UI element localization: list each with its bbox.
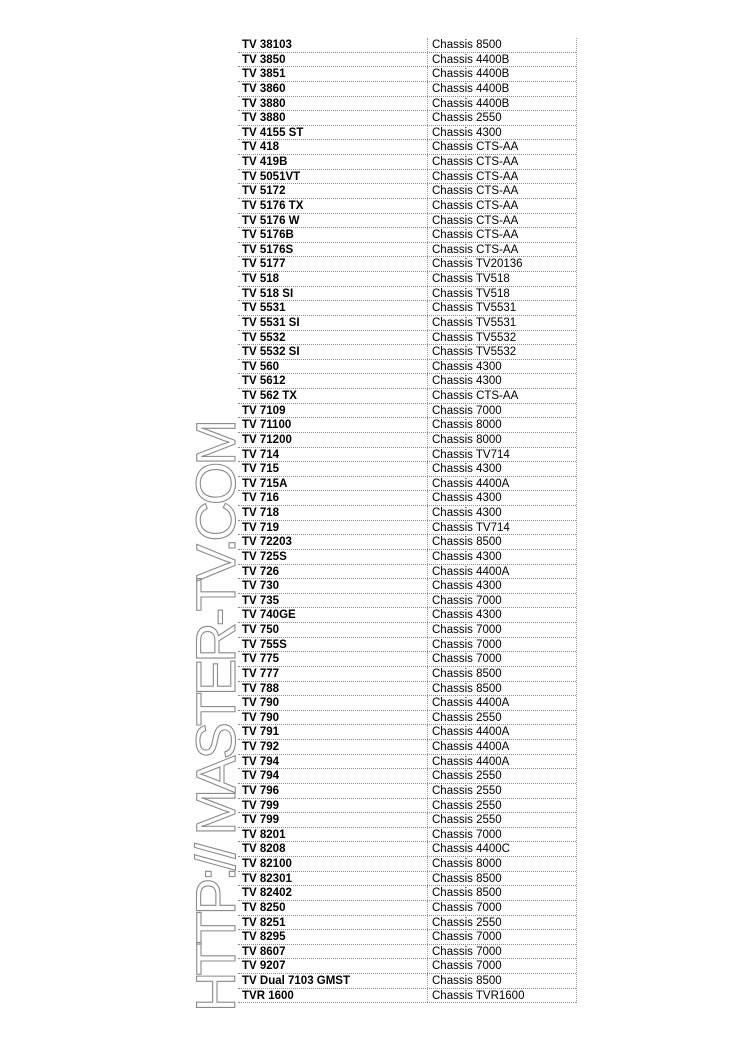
- table-row: [238, 901, 576, 916]
- model-cell: TV 5176S: [238, 243, 428, 257]
- model-cell: TV 716: [238, 491, 428, 505]
- chassis-cell: Chassis 4300: [432, 463, 502, 476]
- model-cell: TV 4155 ST: [238, 126, 428, 140]
- table-row: [238, 725, 576, 740]
- chassis-cell: Chassis CTS-AA: [432, 229, 519, 242]
- watermark-text: HTTP:// MASTER-TV.COM: [184, 422, 247, 1012]
- chassis-cell: Chassis 7000: [432, 404, 502, 417]
- model-cell: TV 740GE: [238, 608, 428, 622]
- table-row: [238, 550, 576, 565]
- table-row: [238, 579, 576, 594]
- chassis-cell: Chassis 2550: [432, 711, 502, 724]
- model-cell: TV 82301: [238, 872, 428, 886]
- chassis-cell: Chassis TVR1600: [432, 989, 525, 1002]
- table-row: [238, 916, 576, 931]
- table-row: [238, 389, 576, 404]
- model-cell: TV 726: [238, 565, 428, 579]
- model-cell: TV 3880: [238, 97, 428, 111]
- chassis-cell: Chassis 4400A: [432, 565, 510, 578]
- chassis-cell: Chassis 2550: [432, 916, 502, 929]
- table-row: [238, 462, 576, 477]
- model-cell: TV 799: [238, 813, 428, 827]
- table-row: [238, 374, 576, 389]
- table-row: [238, 360, 576, 375]
- table-row: [238, 184, 576, 199]
- table-row: [238, 828, 576, 843]
- chassis-cell: Chassis 4300: [432, 507, 502, 519]
- chassis-cell: Chassis 4400A: [432, 755, 510, 768]
- model-cell: TV 794: [238, 769, 428, 783]
- table-row: [238, 696, 576, 711]
- chassis-cell: Chassis 2550: [432, 770, 502, 783]
- table-row: [238, 989, 576, 1004]
- table-row: [238, 506, 576, 521]
- model-cell: TV 560: [238, 360, 428, 374]
- table-row: [238, 170, 576, 185]
- chassis-cell: Chassis 7000: [432, 638, 502, 651]
- chassis-cell: Chassis 8000: [432, 858, 502, 870]
- chassis-cell: Chassis 8500: [432, 975, 502, 987]
- model-cell: TV 71200: [238, 433, 428, 447]
- table-row: [238, 623, 576, 638]
- chassis-cell: Chassis 4300: [432, 609, 502, 622]
- chassis-cell: Chassis 4300: [432, 360, 502, 373]
- table-row: [238, 565, 576, 580]
- chassis-cell: Chassis 4400B: [432, 82, 510, 95]
- chassis-cell: Chassis 8500: [432, 887, 502, 900]
- chassis-cell: Chassis TV518: [432, 273, 510, 285]
- model-cell: TV 5051VT: [238, 170, 428, 184]
- table-row: [238, 769, 576, 784]
- model-cell: TV 5177: [238, 257, 428, 271]
- table-row: [238, 345, 576, 360]
- table-row: [238, 272, 576, 287]
- model-cell: TV 71100: [238, 418, 428, 432]
- chassis-cell: Chassis 7000: [432, 960, 502, 973]
- table-row: [238, 301, 576, 316]
- chassis-cell: Chassis 2550: [432, 784, 502, 797]
- chassis-cell: Chassis 7000: [432, 828, 502, 841]
- chassis-cell: Chassis 2550: [432, 799, 502, 812]
- chassis-cell: Chassis CTS-AA: [432, 141, 519, 154]
- table-row: [238, 111, 576, 126]
- table-row: [238, 682, 576, 697]
- chassis-cell: Chassis 4300: [432, 375, 502, 388]
- model-cell: TV 82402: [238, 886, 428, 900]
- table-row: [238, 667, 576, 682]
- chassis-cell: Chassis 8500: [432, 872, 502, 885]
- model-cell: TV 5176B: [238, 228, 428, 242]
- model-cell: TV 5172: [238, 184, 428, 198]
- chassis-cell: Chassis 4400A: [432, 477, 510, 490]
- model-cell: TV 72203: [238, 535, 428, 549]
- model-cell: TV 794: [238, 755, 428, 769]
- table-row: [238, 535, 576, 550]
- table-row: [238, 433, 576, 448]
- chassis-cell: Chassis 7000: [432, 931, 502, 944]
- chassis-cell: Chassis TV5531: [432, 302, 517, 315]
- chassis-cell: Chassis 4300: [432, 126, 502, 139]
- table-row: [238, 959, 576, 974]
- table-row: [238, 521, 576, 536]
- table-row: [238, 784, 576, 799]
- table-row: [238, 813, 576, 828]
- model-cell: TV 562 TX: [238, 389, 428, 403]
- table-row: [238, 82, 576, 97]
- model-cell: TV 796: [238, 784, 428, 798]
- chassis-cell: Chassis 4400A: [432, 726, 510, 739]
- table-row: [238, 140, 576, 155]
- model-cell: TV 725S: [238, 550, 428, 564]
- chassis-cell: Chassis 7000: [432, 594, 502, 607]
- table-row: [238, 638, 576, 653]
- chassis-cell: Chassis 8000: [432, 433, 502, 446]
- model-cell: TV 788: [238, 682, 428, 696]
- model-cell: TV 418: [238, 140, 428, 154]
- table-row: [238, 477, 576, 492]
- chassis-cell: Chassis TV5531: [432, 316, 517, 329]
- chassis-cell: Chassis TV5532: [432, 346, 517, 359]
- model-cell: TV 5532: [238, 331, 428, 345]
- table-row: [238, 974, 576, 989]
- chassis-cell: Chassis 4400C: [432, 843, 510, 856]
- table-row: [238, 404, 576, 419]
- table-row: [238, 126, 576, 141]
- model-cell: TV Dual 7103 GMST: [238, 974, 428, 988]
- table-row: [238, 67, 576, 82]
- table-row: [238, 228, 576, 243]
- table-row: [238, 53, 576, 68]
- chassis-cell: Chassis CTS-AA: [432, 185, 519, 198]
- chassis-cell: Chassis TV5532: [432, 331, 517, 344]
- model-cell: TV 777: [238, 667, 428, 681]
- chassis-cell: Chassis 4400B: [432, 53, 510, 66]
- model-cell: TV 715A: [238, 477, 428, 491]
- model-cell: TV 8250: [238, 901, 428, 915]
- table-row: [238, 930, 576, 945]
- chassis-cell: Chassis 8500: [432, 682, 502, 695]
- table-row: [238, 945, 576, 960]
- table-row: [238, 740, 576, 755]
- table-row: [238, 243, 576, 258]
- chassis-cell: Chassis 4400A: [432, 741, 510, 753]
- model-cell: TV 518 SI: [238, 287, 428, 301]
- model-cell: TV 9207: [238, 959, 428, 973]
- model-cell: TV 790: [238, 696, 428, 710]
- table-row: [238, 257, 576, 272]
- table-row: [238, 652, 576, 667]
- chassis-cell: Chassis TV20136: [432, 258, 523, 271]
- model-cell: TV 719: [238, 521, 428, 535]
- model-cell: TV 799: [238, 799, 428, 813]
- model-cell: TV 790: [238, 711, 428, 725]
- model-cell: TV 38103: [238, 38, 428, 52]
- table-row: [238, 316, 576, 331]
- chassis-cell: Chassis 4300: [432, 580, 502, 593]
- model-cell: TV 791: [238, 725, 428, 739]
- table-row: [238, 38, 576, 53]
- model-cell: TV 5532 SI: [238, 345, 428, 359]
- chassis-cell: Chassis 4300: [432, 550, 502, 563]
- table-row: [238, 886, 576, 901]
- chassis-cell: Chassis 8500: [432, 536, 502, 549]
- model-cell: TV 3850: [238, 53, 428, 67]
- chassis-cell: Chassis 4400B: [432, 68, 510, 81]
- model-cell: TV 715: [238, 462, 428, 476]
- chassis-cell: Chassis CTS-AA: [432, 156, 519, 168]
- table-row: [238, 448, 576, 463]
- model-cell: TV 419B: [238, 155, 428, 169]
- model-cell: TV 8208: [238, 842, 428, 856]
- table-row: [238, 857, 576, 872]
- table-row: [238, 214, 576, 229]
- model-cell: TV 5531: [238, 301, 428, 315]
- model-cell: TV 714: [238, 448, 428, 462]
- table-row: [238, 755, 576, 770]
- model-cell: TV 5176 W: [238, 214, 428, 228]
- chassis-cell: Chassis 2550: [432, 112, 502, 125]
- chassis-cell: Chassis 4300: [432, 492, 502, 505]
- table-row: [238, 711, 576, 726]
- chassis-cell: Chassis 7000: [432, 945, 502, 958]
- chassis-cell: Chassis 4400A: [432, 697, 510, 710]
- table-row: [238, 608, 576, 623]
- model-cell: TV 8607: [238, 945, 428, 959]
- table-row: [238, 842, 576, 857]
- chassis-cell: Chassis 2550: [432, 814, 502, 827]
- chassis-cell: Chassis 8000: [432, 419, 502, 432]
- chassis-cell: Chassis 7000: [432, 624, 502, 636]
- model-cell: TV 3860: [238, 82, 428, 96]
- model-chassis-table: [238, 38, 577, 1003]
- model-cell: TV 750: [238, 623, 428, 637]
- chassis-cell: Chassis CTS-AA: [432, 170, 519, 183]
- table-row: [238, 418, 576, 433]
- model-cell: TV 5531 SI: [238, 316, 428, 330]
- table-row: [238, 287, 576, 302]
- chassis-cell: Chassis TV714: [432, 521, 510, 534]
- table-row: [238, 199, 576, 214]
- table-row: [238, 594, 576, 609]
- chassis-cell: Chassis CTS-AA: [432, 199, 519, 212]
- model-cell: TV 730: [238, 579, 428, 593]
- table-row: [238, 331, 576, 346]
- model-cell: TV 8201: [238, 828, 428, 842]
- chassis-cell: Chassis CTS-AA: [432, 390, 519, 402]
- chassis-cell: Chassis 4400B: [432, 97, 510, 110]
- chassis-cell: Chassis 8500: [432, 39, 502, 51]
- model-cell: TV 8251: [238, 916, 428, 930]
- model-cell: TV 775: [238, 652, 428, 666]
- chassis-cell: Chassis 7000: [432, 653, 502, 666]
- chassis-cell: Chassis CTS-AA: [432, 214, 519, 227]
- model-cell: TV 5612: [238, 374, 428, 388]
- model-cell: TV 82100: [238, 857, 428, 871]
- model-cell: TV 718: [238, 506, 428, 520]
- table-row: [238, 155, 576, 170]
- model-cell: TV 755S: [238, 638, 428, 652]
- chassis-cell: Chassis 8500: [432, 667, 502, 680]
- model-cell: TV 8295: [238, 930, 428, 944]
- model-cell: TV 518: [238, 272, 428, 286]
- model-cell: TV 3880: [238, 111, 428, 125]
- chassis-cell: Chassis TV518: [432, 287, 510, 300]
- table-row: [238, 97, 576, 112]
- chassis-cell: Chassis CTS-AA: [432, 243, 519, 256]
- table-row: [238, 872, 576, 887]
- model-cell: TV 5176 TX: [238, 199, 428, 213]
- model-cell: TV 735: [238, 594, 428, 608]
- model-cell: TV 7109: [238, 404, 428, 418]
- chassis-cell: Chassis TV714: [432, 448, 510, 461]
- table-row: [238, 799, 576, 814]
- model-cell: TV 792: [238, 740, 428, 754]
- model-cell: TV 3851: [238, 67, 428, 81]
- model-cell: TVR 1600: [238, 989, 428, 1003]
- chassis-cell: Chassis 7000: [432, 901, 502, 914]
- table-row: [238, 491, 576, 506]
